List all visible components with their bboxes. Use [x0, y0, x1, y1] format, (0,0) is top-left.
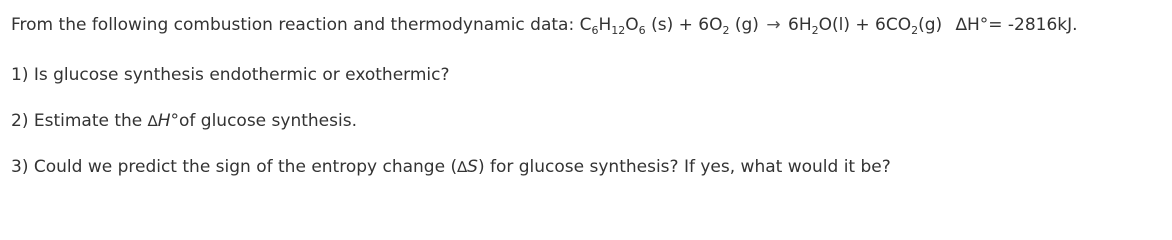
entropy-symbol: S	[467, 157, 478, 177]
question-3-text: 3) Could we predict the sign of the entropy change (	[11, 157, 458, 177]
intro-line	[11, 14, 1078, 36]
delta-symbol: ∆	[457, 158, 468, 176]
plus-sign: +	[855, 15, 870, 35]
co2-formula: $6CO_2(g)$	[875, 15, 943, 37]
reaction-arrow: →	[766, 15, 781, 35]
oxygen-state: (g)	[734, 15, 759, 35]
oxygen-formula: $6O_2$	[698, 15, 730, 37]
delta-symbol: ∆	[147, 112, 158, 130]
question-3-suffix: ) for glucose synthesis? If yes, what would it be?	[477, 157, 891, 177]
water-formula: $6H_2O(l)$	[788, 15, 850, 37]
question-1	[11, 64, 450, 86]
question-2	[11, 110, 357, 132]
intro-text: From the following combustion reaction and thermodynamic data:	[11, 15, 575, 35]
reaction-equation	[580, 15, 948, 35]
enthalpy-symbol: H°	[157, 111, 179, 131]
plus-sign: +	[678, 15, 693, 35]
glucose-formula: $C_6H_{12}O_6$	[579, 15, 646, 37]
question-1-text: 1) Is glucose synthesis endothermic or exothermic?	[11, 65, 450, 85]
question-2-suffix: of glucose synthesis.	[179, 111, 357, 131]
question-2-text: 2) Estimate the	[11, 111, 148, 131]
question-3	[11, 156, 891, 178]
glucose-state: (s)	[651, 15, 674, 35]
delta-h-value: ∆H°= -2816kJ.	[955, 15, 1078, 35]
